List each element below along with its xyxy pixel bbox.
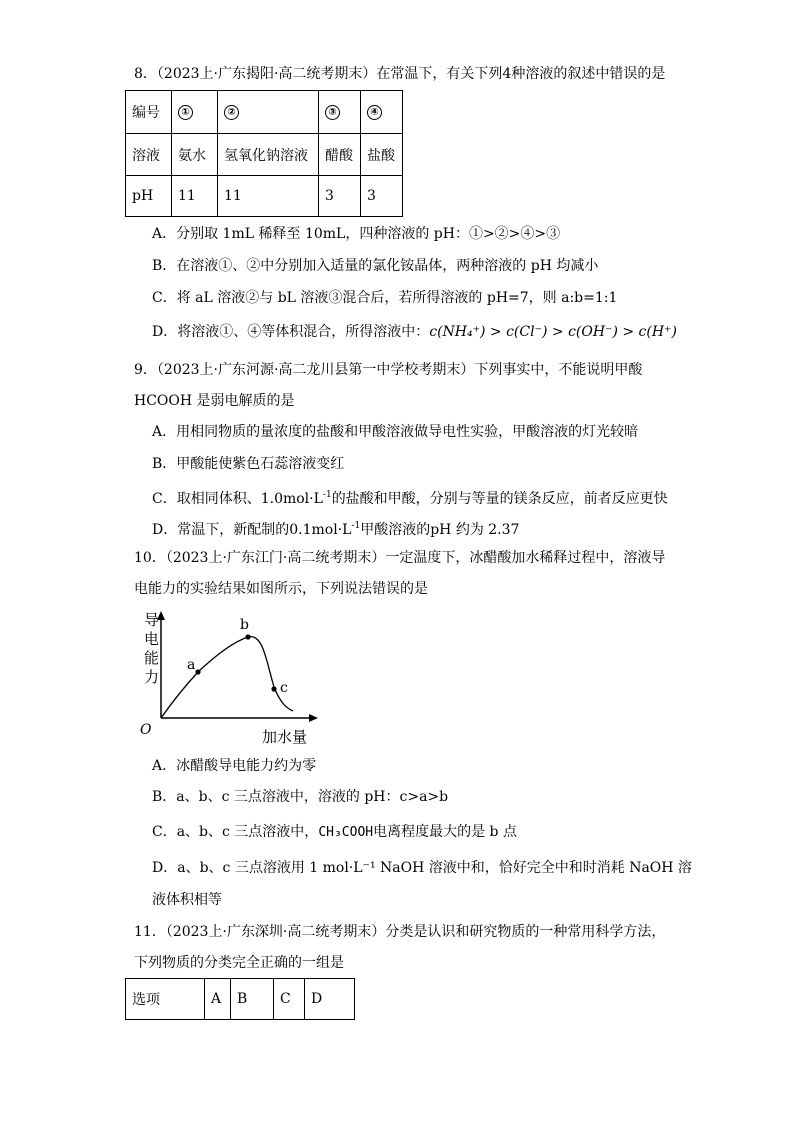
table-cell: 溶液: [126, 134, 172, 176]
table-header-cell: C: [274, 979, 305, 1020]
q8-option-c: C．将 aL 溶液②与 bL 溶液③混合后，若所得溶液的 pH=7，则 a:b=1:1: [152, 290, 618, 306]
point-b: [245, 634, 250, 639]
q8-option-d-formula: c(NH₄⁺) > c(Cl⁻) > c(OH⁻) > c(H⁺): [429, 324, 677, 340]
table-cell: 盐酸: [361, 134, 403, 176]
table-header-cell: D: [305, 979, 355, 1020]
q9-option-a: A．用相同物质的量浓度的盐酸和甲酸溶液做导电性实验，甲酸溶液的灯光较暗: [152, 424, 639, 440]
q9-option-c: [152, 485, 668, 509]
q11-stem-line2: 下列物质的分类完全正确的一组是: [134, 955, 344, 971]
q10-option-d-line2: 液体积相等: [152, 892, 222, 908]
point-a: [195, 669, 200, 674]
origin-label: O: [140, 722, 152, 738]
conductivity-curve: [161, 637, 293, 718]
y-axis-label-char: 力: [144, 668, 160, 686]
table-header-cell: 选项: [126, 979, 205, 1020]
q8-option-a: A．分别取 1mL 稀释至 10mL，四种溶液的 pH：①>②>④>③: [152, 226, 561, 242]
y-axis-label-char: 导: [144, 611, 160, 629]
q9-stem-line2: HCOOH 是弱电解质的是: [134, 393, 295, 409]
table-cell: 3: [319, 176, 361, 217]
table-cell: 编号: [126, 91, 172, 134]
x-axis-arrow: [309, 714, 318, 722]
table-cell: pH: [126, 176, 172, 217]
q10-option-c: [152, 822, 517, 843]
q10-option-d-line1: D．a、b、c 三点溶液用 1 mol·L⁻¹ NaOH 溶液中和，恰好完全中和时消耗 NaOH 溶: [152, 860, 692, 876]
table-row: [126, 979, 355, 1020]
q8-table: [125, 90, 403, 217]
q9-option-b: B．甲酸能使紫色石蕊溶液变红: [152, 456, 345, 472]
table-cell: 氨水: [172, 134, 218, 176]
q9-option-c-text-end: 的盐酸和甲酸，分别与等量的镁条反应，前者反应更快: [331, 491, 668, 507]
q10-option-c-formula: CH₃COOH: [318, 825, 374, 840]
table-row: [126, 91, 403, 134]
point-b-label: b: [240, 617, 249, 633]
point-c-label: c: [280, 680, 288, 696]
table-cell: 3: [361, 176, 403, 217]
point-c: [271, 686, 276, 691]
q8-option-d-text: D．将溶液①、④等体积混合，所得溶液中：: [152, 324, 430, 340]
y-axis-label-char: 能: [144, 649, 160, 667]
q10-option-b: B．a、b、c 三点溶液中，溶液的 pH：c>a>b: [152, 789, 449, 805]
q10-conductivity-chart: [128, 605, 328, 745]
table-cell: 11: [218, 176, 319, 217]
table-cell: ②: [218, 91, 319, 134]
q9-option-d: [152, 516, 519, 540]
table-cell: 醋酸: [319, 134, 361, 176]
q10-stem-line2: 电能力的实验结果如图所示，下列说法错误的是: [134, 581, 428, 597]
table-header-cell: B: [231, 979, 274, 1020]
q11-table: [125, 978, 355, 1020]
table-cell: 氢氧化钠溶液: [218, 134, 319, 176]
q8-option-b: B．在溶液①、②中分别加入适量的氯化铵晶体，两种溶液的 pH 均减小: [152, 258, 599, 274]
q9-option-c-text: C．取相同体积、1.0mol·L: [152, 491, 323, 507]
q8-option-d: [152, 322, 677, 342]
superscript: -1: [322, 490, 332, 500]
x-axis-label: 加水量: [262, 728, 308, 745]
y-axis-label-char: 电: [144, 630, 160, 648]
table-cell: ①: [172, 91, 218, 134]
point-a-label: a: [187, 657, 196, 673]
q10-option-a: A．冰醋酸导电能力约为零: [152, 758, 317, 774]
q10-stem-line1: 10．（2023上·广东江门·高二统考期末）一定温度下，冰醋酸加水稀释过程中，溶液导: [134, 550, 666, 566]
q10-option-c-text: C．a、b、c 三点溶液中，: [152, 824, 319, 840]
q9-option-d-text-end: 甲酸溶液的pH 约为 2.37: [360, 522, 520, 538]
q8-stem: 8．（2023上·广东揭阳·高二统考期末）在常温下，有关下列4种溶液的叙述中错误的是: [134, 66, 666, 82]
table-cell: ③: [319, 91, 361, 134]
table-row: [126, 134, 403, 176]
q9-option-d-text: D．常温下，新配制的0.1mol·L: [152, 522, 352, 538]
table-cell: 11: [172, 176, 218, 217]
table-cell: ④: [361, 91, 403, 134]
q11-stem-line1: 11．（2023上·广东深圳·高二统考期末）分类是认识和研究物质的一种常用科学方法，: [134, 924, 666, 940]
table-header-cell: A: [205, 979, 231, 1020]
superscript: -1: [351, 521, 361, 531]
table-row: [126, 176, 403, 217]
q9-stem-line1: 9．（2023上·广东河源·高二龙川县第一中学校考期末）下列事实中，不能说明甲酸: [134, 362, 643, 378]
q10-option-c-text-end: 电离程度最大的是 b 点: [373, 824, 517, 840]
